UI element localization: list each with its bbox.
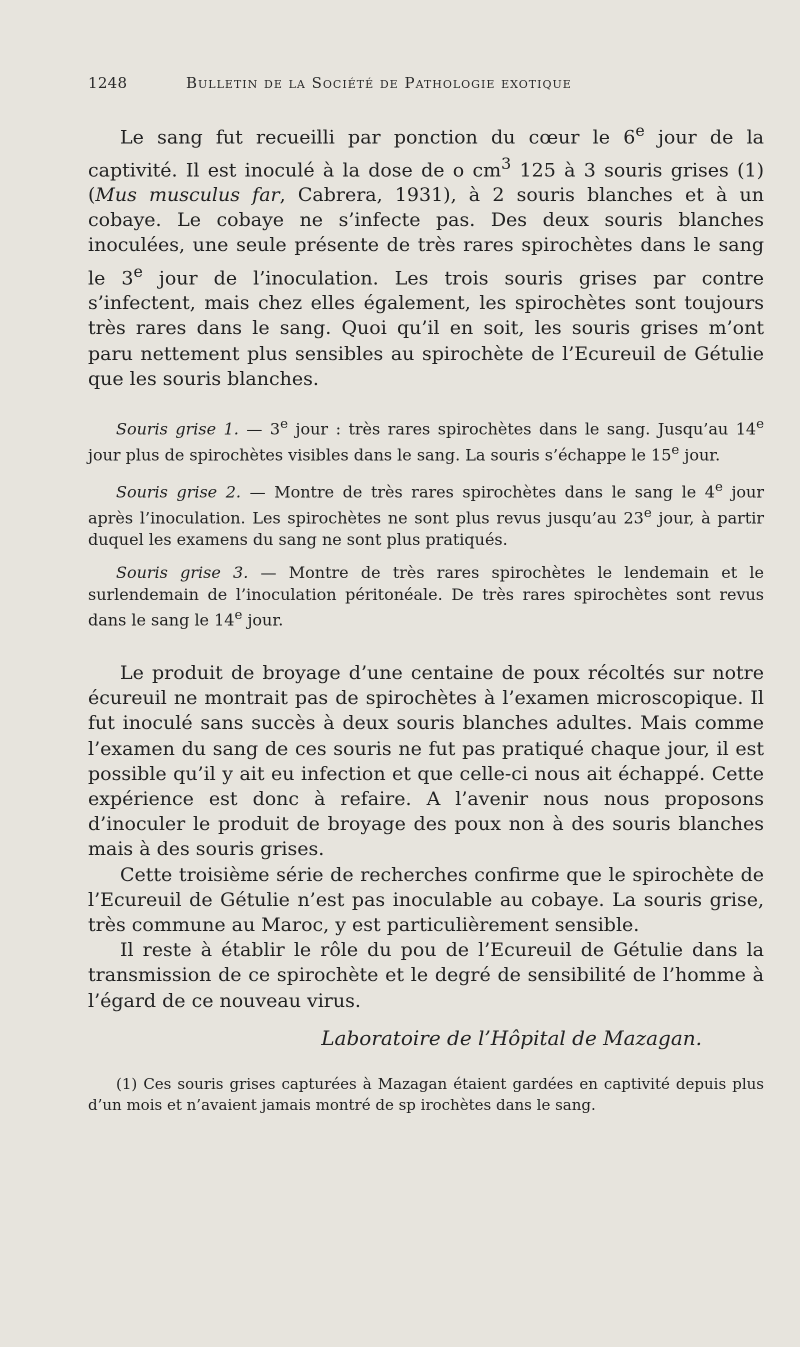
case-souris-grise-3 — [88, 562, 764, 631]
text-run: Le sang fut recueilli par ponction du cœur le 6 — [120, 126, 636, 149]
case-souris-grise-1 — [88, 414, 764, 465]
case-label: Souris grise 1. — [116, 419, 239, 439]
text-run: jour de l’inoculation. Les trois souris grises par contre s’infectent, mais chez elles également, les spirochètes sont toujours très rares dans le sang. Quoi qu’il en soit, les souris grises m’ont paru nettement plus sensibles au spirochète de l’Ecureuil de Gétulie que les souris blanches. — [88, 267, 764, 390]
text-run: jour après l’inoculation. Les spirochètes ne sont plus revus jusqu’au 23 — [88, 482, 765, 528]
text-run: — Montre de très rares spirochètes le lendemain et le surlendemain de l’inoculation péritonéale. De très rares spirochètes sont revus dans le sang le 14 — [88, 563, 764, 630]
superscript: e — [280, 417, 288, 433]
case-souris-grise-2 — [88, 477, 764, 550]
signature-text: Laboratoire de l’Hôpital de Mazagan. — [321, 1025, 702, 1050]
text-run: 125 à 3 souris grises (1) ( — [88, 158, 764, 207]
text-run: — 3 — [238, 419, 281, 439]
text-run: jour de la captivité. Il est inoculé à la dose de o cm — [88, 126, 764, 181]
page-number: 1248 — [88, 74, 128, 92]
paragraph-lice-experiment: Le produit de broyage d’une centaine de poux récoltés sur notre écureuil ne montrait pas de spirochètes à l’examen microscopique. Il fut inoculé sans succès à deux souris blanches adultes. Mais comme l’examen du sang de ces souris ne fut pas pratiqué chaque jour, il est possible qu’il y ait eu infection et que celle-ci nous ait échappé. Cette expérience est donc à refaire. A l’avenir nous nous proposons d’inoculer le produit de broyage des poux non à des souris blanches mais à des souris grises. — [88, 661, 764, 861]
superscript: e — [756, 417, 765, 433]
case-label: Souris grise 3. — [116, 563, 249, 583]
species-name: Mus musculus far — [95, 184, 280, 207]
text-run: jour : très rares spirochètes dans le sang. Jusqu’au 14 — [287, 419, 757, 439]
text-run: jour. — [242, 610, 284, 630]
superscript: e — [643, 506, 652, 522]
superscript: e — [671, 442, 680, 458]
superscript: 3 — [501, 153, 512, 173]
footnote: (1) Ces souris grises capturées à Mazagan étaient gardées en captivité depuis plus d’un mois et n’avaient jamais montré de sp irochètes dans le sang. — [88, 1074, 764, 1114]
text-run: , Cabrera, 1931), à 2 souris blanches et à un cobaye. Le cobaye ne s’infecte pas. Des deux souris blanches inoculées, une seule présente de très rares spirochètes dans le sang le 3 — [88, 184, 764, 289]
paragraph-conclusion: Cette troisième série de recherches confirme que le spirochète de l’Ecureuil de Gétulie n’est pas inoculable au cobaye. La souris grise, très commune au Maroc, y est particulièrement sensible. — [88, 863, 764, 936]
text-run: jour, à partir duquel les examens du sang ne sont plus pratiqués. — [88, 508, 765, 549]
paragraph-blood-inoculation — [88, 118, 764, 392]
page-body — [88, 118, 764, 1116]
superscript: e — [234, 608, 243, 624]
text-run: — Montre de très rares spirochètes dans le sang le 4 — [241, 482, 715, 502]
paragraph-future-work: Il reste à établir le rôle du pou de l’Ecureuil de Gétulie dans la transmission de ce spirochète et le degré de sensibilité de l’homme à l’égard de ce nouveau virus. — [88, 939, 764, 1012]
laboratory-signature — [88, 1026, 764, 1050]
superscript: e — [133, 261, 143, 281]
text-run: jour plus de spirochètes visibles dans le sang. La souris s’échappe le 15 — [88, 445, 672, 465]
case-label: Souris grise 2. — [116, 482, 242, 502]
superscript: e — [714, 480, 723, 496]
text-run: jour. — [679, 445, 721, 465]
superscript: e — [635, 121, 645, 140]
running-title: Bulletin de la Société de Pathologie exotique — [186, 74, 572, 92]
